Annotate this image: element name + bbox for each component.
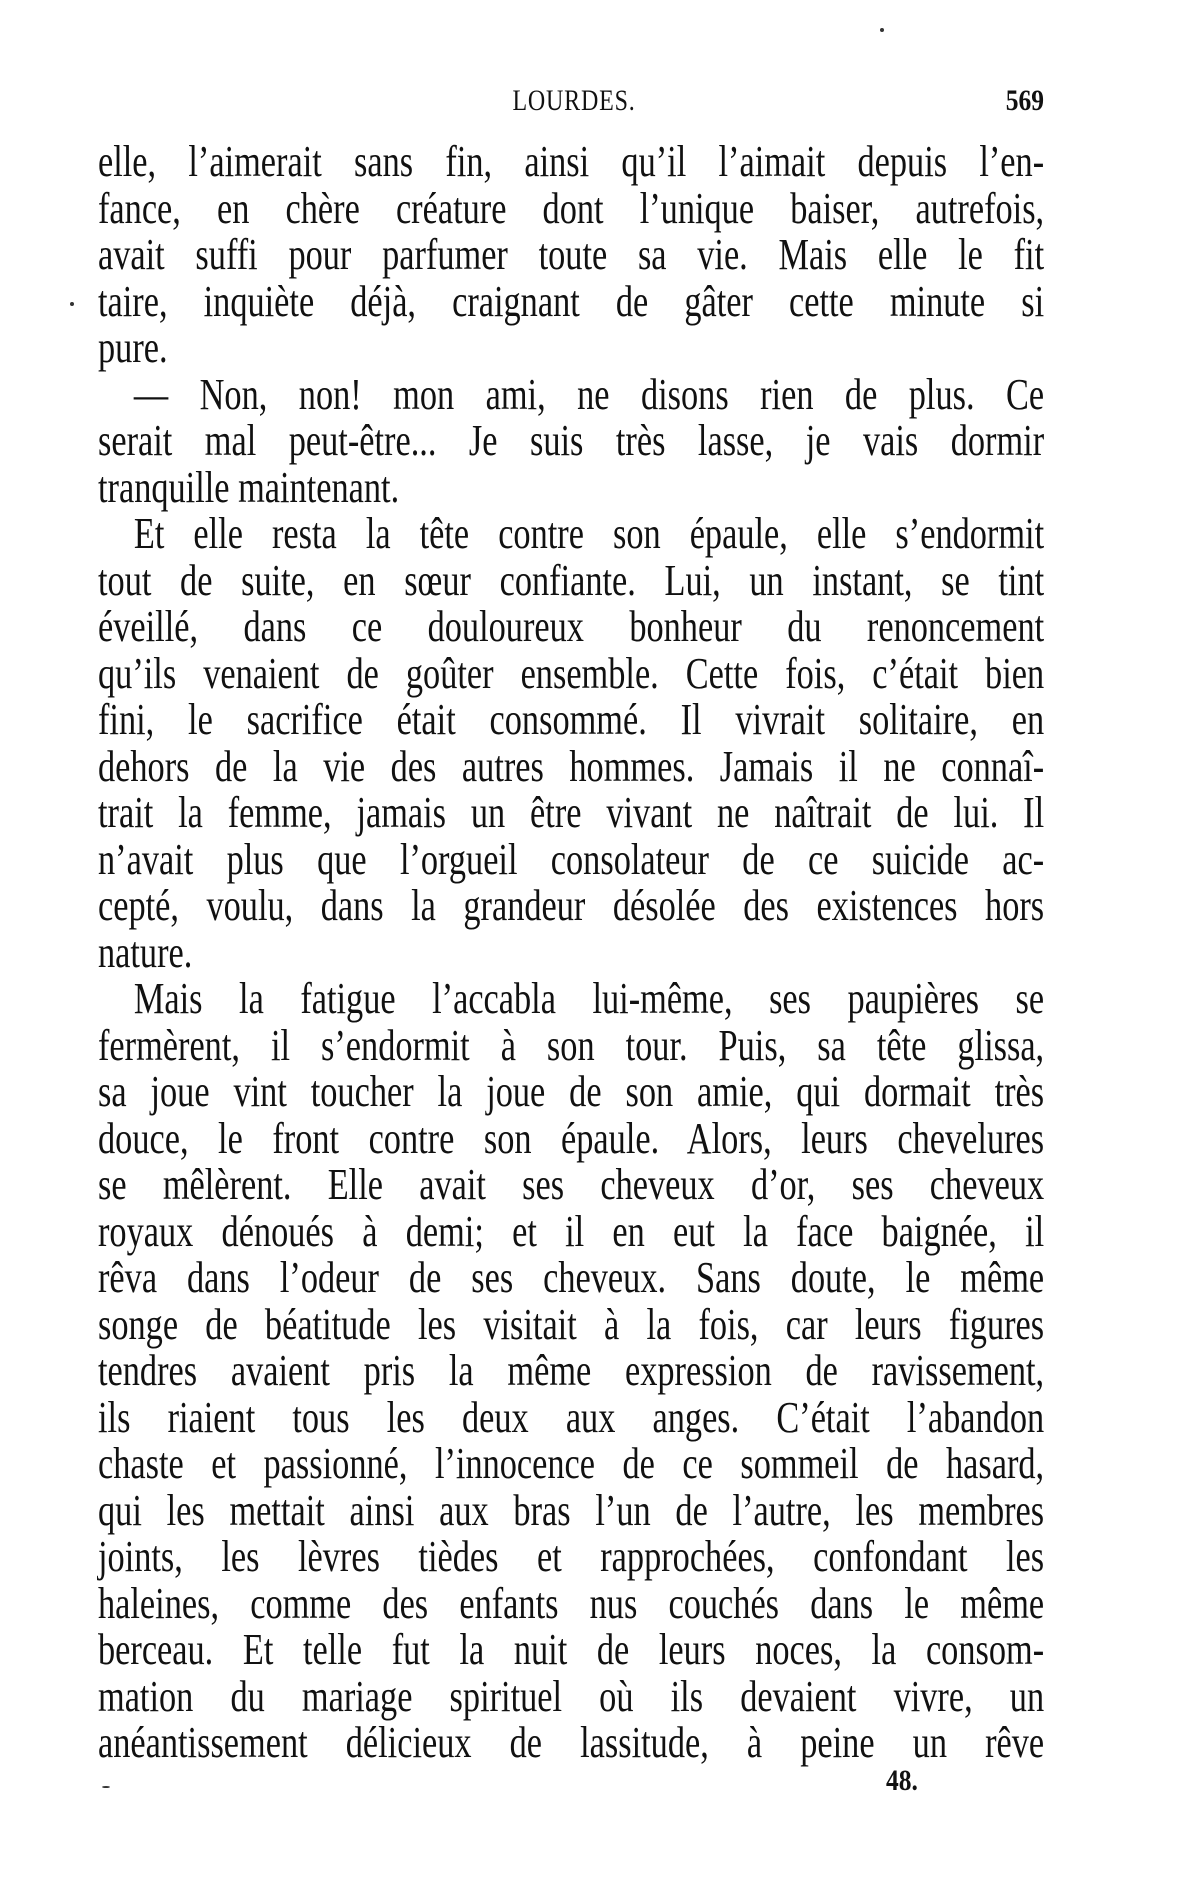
text-line: fermèrent, il s’endormit à son tour. Puis, sa tête glissa, xyxy=(98,1020,1045,1070)
text-line: sa joue vint toucher la joue de son amie, qui dormait très xyxy=(98,1067,1045,1116)
text-line: qu’ils venaient de goûter ensemble. Cette fois, c’était bien xyxy=(98,648,1045,698)
page-number: 569 xyxy=(1005,84,1044,117)
text-line: chaste et passionné, l’innocence de ce sommeil de hasard, xyxy=(98,1439,1045,1488)
scan-speck xyxy=(70,302,74,306)
scan-speck xyxy=(880,28,884,32)
text-line: n’avait plus que l’orgueil consolateur de ce suicide ac- xyxy=(98,834,1045,884)
text-line: haleines, comme des enfants nus couchés dans le même xyxy=(98,1578,1045,1628)
text-line: elle, l’aimerait sans fin, ainsi qu’il l’aimait depuis l’en- xyxy=(98,137,1045,186)
text-line: — Non, non! mon ami, ne disons rien de plus. Ce xyxy=(133,369,1045,419)
text-line: fance, en chère créature dont l’unique baiser, autrefois, xyxy=(98,183,1045,233)
text-line: dehors de la vie des autres hommes. Jamais il ne connaî- xyxy=(98,741,1045,791)
text-line: Mais la fatigue l’accabla lui-même, ses paupières se xyxy=(133,974,1045,1023)
text-line: fini, le sacrifice était consommé. Il vivrait solitaire, en xyxy=(98,695,1045,744)
text-line: éveillé, dans ce douloureux bonheur du renoncement xyxy=(98,602,1045,651)
text-line: taire, inquiète déjà, craignant de gâter cette minute si xyxy=(98,276,1045,326)
text-line: nature. xyxy=(98,927,193,977)
text-line: joints, les lèvres tièdes et rapprochées, confondant les xyxy=(98,1532,1045,1581)
text-line: pure. xyxy=(98,323,168,372)
text-line: avait suffi pour parfumer toute sa vie. Mais elle le fit xyxy=(98,230,1045,279)
signature-mark: 48. xyxy=(886,1764,918,1797)
text-line: rêva dans l’odeur de ses cheveux. Sans doute, le même xyxy=(98,1253,1045,1302)
text-line: songe de béatitude les visitait à la fois, car leurs figures xyxy=(98,1299,1045,1349)
body-text xyxy=(98,139,1044,1767)
text-line: tout de suite, en sœur confiante. Lui, un instant, se tint xyxy=(98,555,1045,605)
text-line: cepté, voulu, dans la grandeur désolée des existences hors xyxy=(98,881,1045,930)
text-line: douce, le front contre son épaule. Alors, leurs chevelures xyxy=(98,1113,1045,1163)
running-head xyxy=(0,84,1200,120)
text-line: berceau. Et telle fut la nuit de leurs noces, la consom- xyxy=(98,1625,1045,1674)
scan-speck xyxy=(102,1786,110,1788)
running-title: LOURDES. xyxy=(512,84,636,117)
text-line: mation du mariage spirituel où ils devaient vivre, un xyxy=(98,1671,1045,1721)
text-line: ils riaient tous les deux aux anges. C’était l’abandon xyxy=(98,1392,1045,1442)
text-line: serait mal peut-être... Je suis très lasse, je vais dormir xyxy=(98,416,1045,465)
text-line: tranquille maintenant. xyxy=(98,462,400,512)
text-line: Et elle resta la tête contre son épaule, elle s’endormit xyxy=(133,509,1045,558)
text-line: tendres avaient pris la même expression de ravissement, xyxy=(98,1346,1045,1395)
text-line: anéantissement délicieux de lassitude, à peine un rêve xyxy=(98,1718,1045,1767)
text-line: qui les mettait ainsi aux bras l’un de l’autre, les membres xyxy=(98,1485,1045,1535)
text-line: se mêlèrent. Elle avait ses cheveux d’or, ses cheveux xyxy=(98,1160,1045,1209)
text-line: trait la femme, jamais un être vivant ne naîtrait de lui. Il xyxy=(98,788,1045,837)
text-line: royaux dénoués à demi; et il en eut la face baignée, il xyxy=(98,1206,1045,1256)
